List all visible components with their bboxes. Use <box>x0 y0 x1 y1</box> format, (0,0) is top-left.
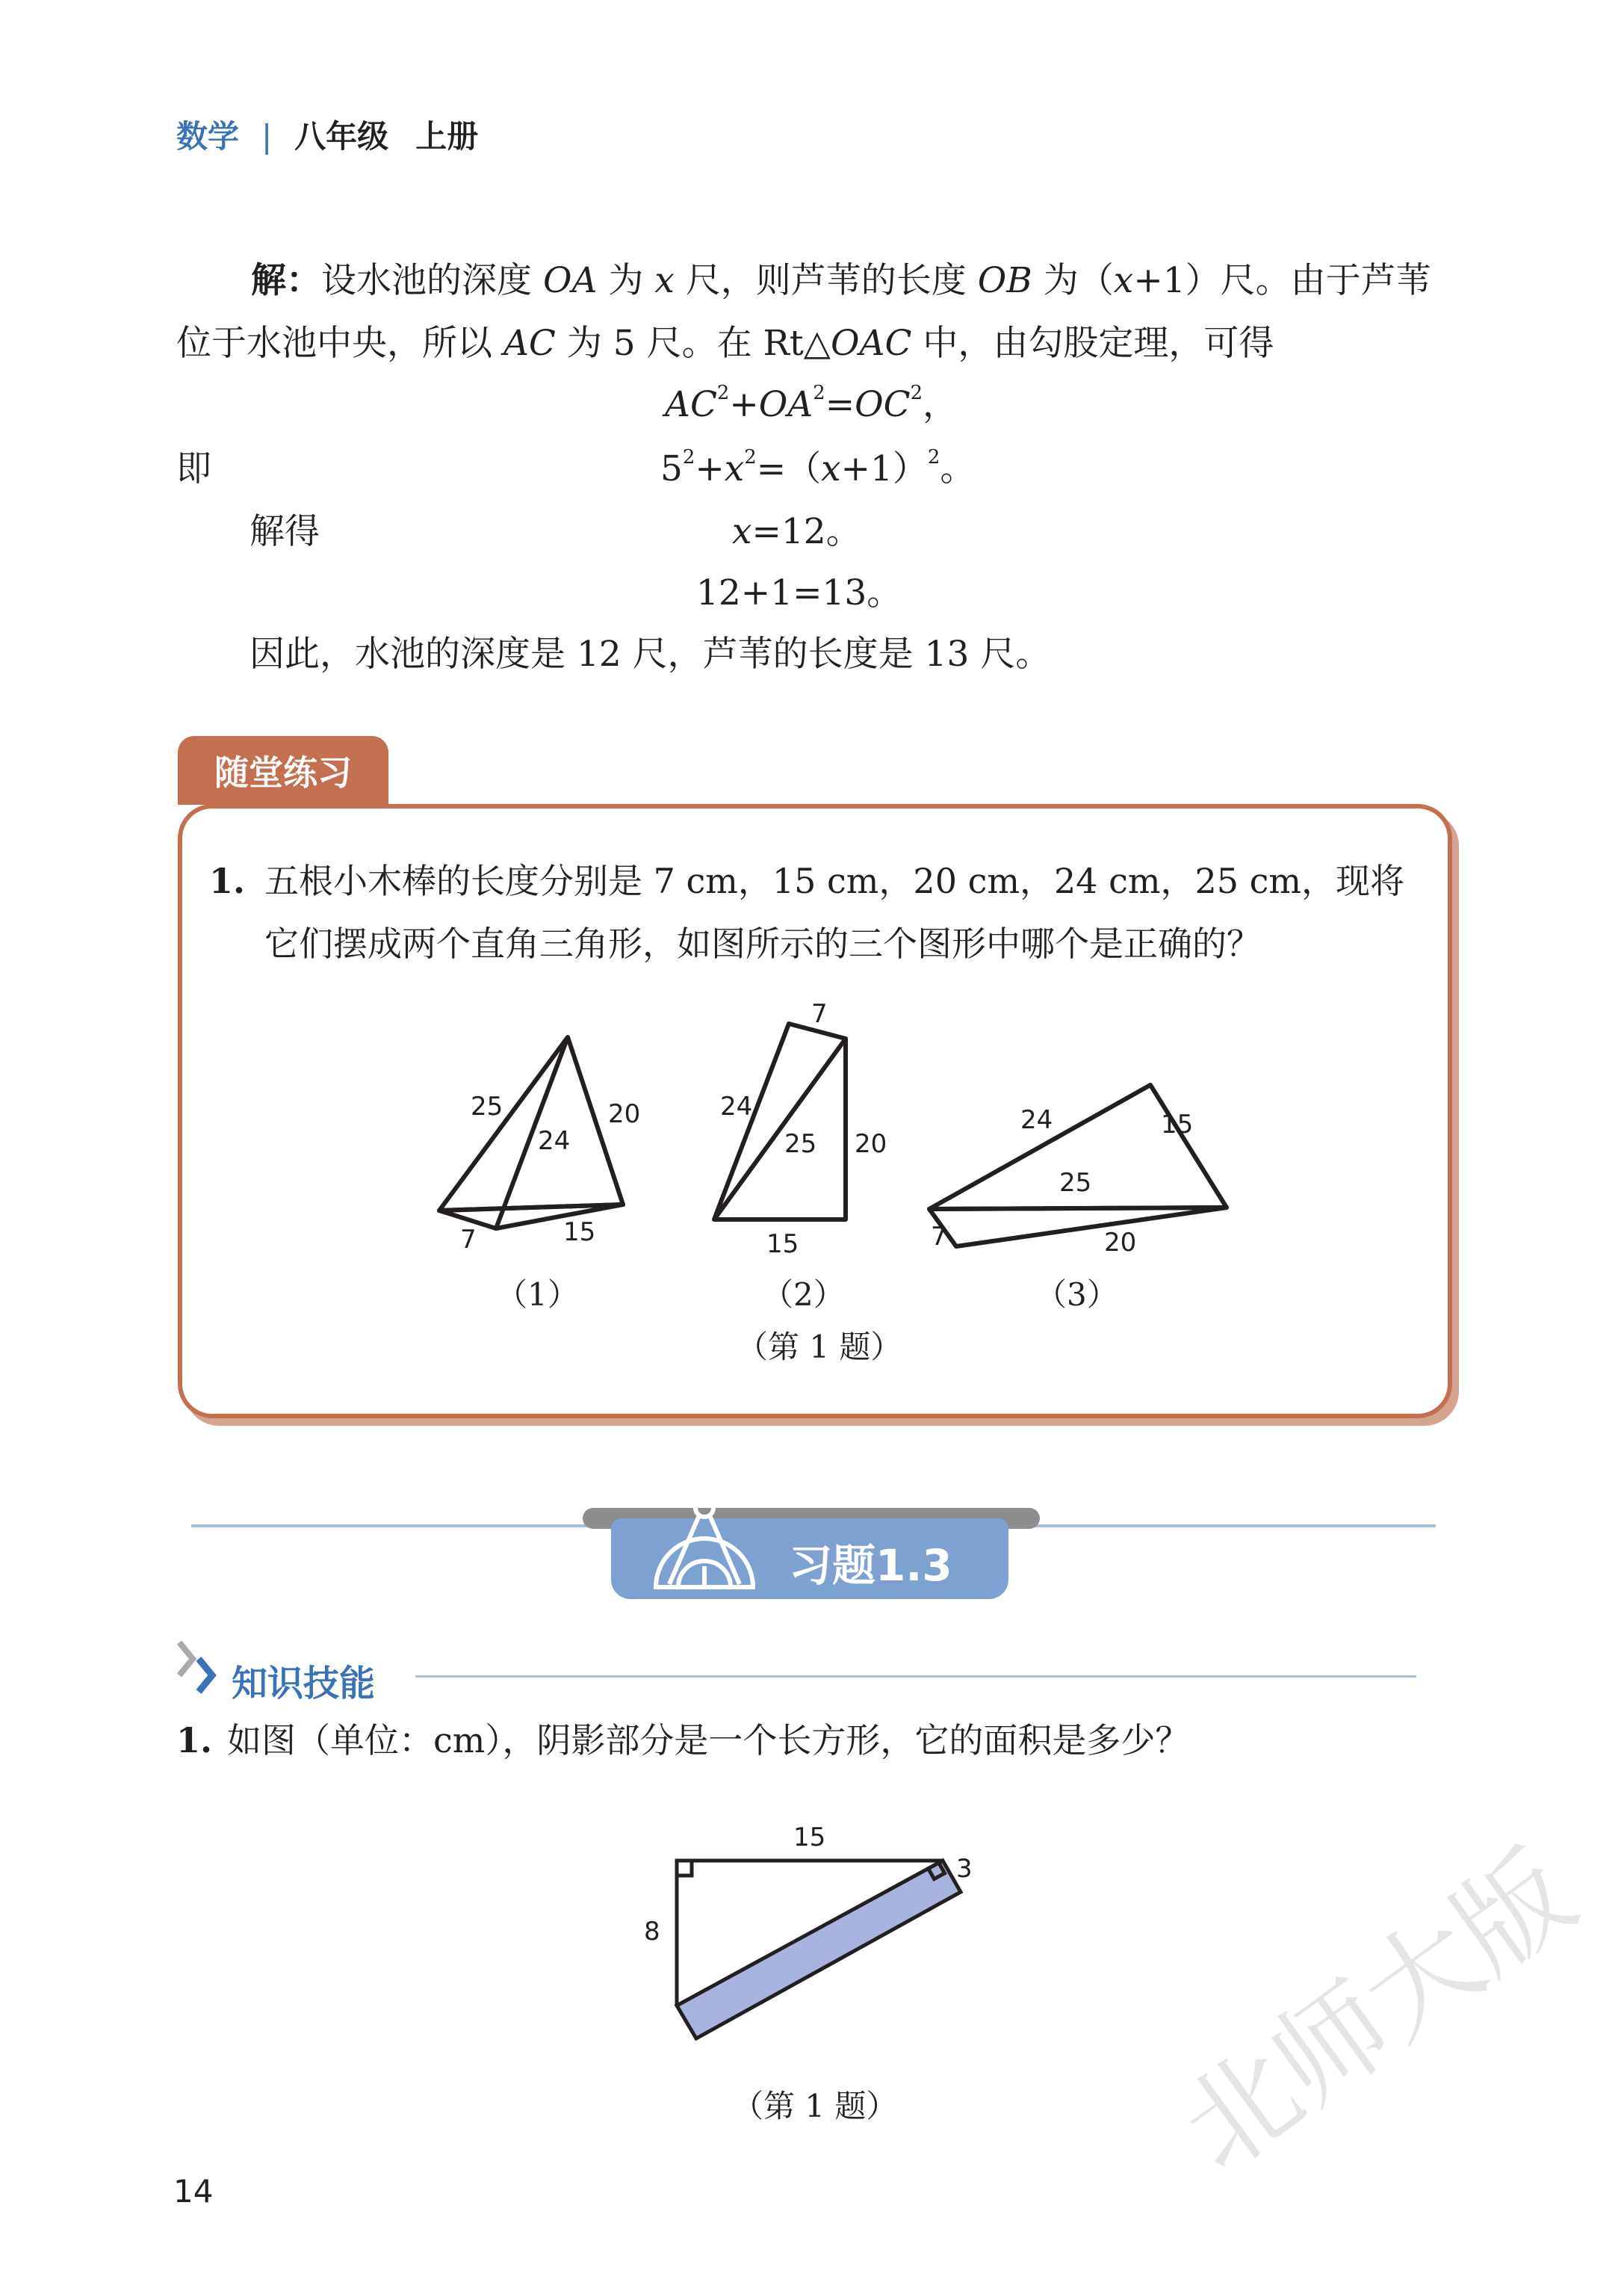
fig2-label-15: 15 <box>766 1229 799 1259</box>
variable: x <box>821 448 841 489</box>
page-number: 14 <box>173 2173 214 2210</box>
fig1-label-25: 25 <box>471 1092 503 1122</box>
exponent: 2 <box>927 445 940 469</box>
text: +1） <box>840 448 928 489</box>
figure-1-outer <box>439 1037 623 1211</box>
variable: OA <box>542 260 598 301</box>
equation-1 <box>665 381 958 425</box>
text: 设水池的深度 <box>321 260 532 301</box>
solution-line-1 <box>251 260 1431 301</box>
banner-rule-right <box>1008 1524 1436 1527</box>
equation-2 <box>660 445 976 489</box>
text: +1）尺。由于芦苇 <box>1133 260 1431 301</box>
operator: + <box>695 448 725 489</box>
fig3-label-15: 15 <box>1161 1110 1194 1140</box>
shaded-rectangle <box>677 1861 961 2038</box>
fig3-label-24: 24 <box>1020 1105 1053 1135</box>
text: 位于水池中央，所以 <box>176 323 492 364</box>
text: 为（ <box>1043 260 1114 301</box>
rectangle-figure <box>627 1816 986 2062</box>
fig1-label-15: 15 <box>563 1217 596 1247</box>
fig3-label-25: 25 <box>1059 1168 1092 1198</box>
fig1-label-24: 24 <box>538 1126 571 1156</box>
punctuation: ， <box>923 384 958 425</box>
number: 5 <box>660 448 683 489</box>
fig3-label-20: 20 <box>1104 1228 1137 1258</box>
variable: x <box>724 448 745 489</box>
fig2-label-25: 25 <box>784 1129 817 1159</box>
exponent: 2 <box>744 445 757 469</box>
label-left-8: 8 <box>644 1917 660 1947</box>
section-title: 知识技能 <box>232 1663 376 1704</box>
variable: AC <box>503 323 556 364</box>
watermark: 北师大版 <box>1158 1827 1598 2197</box>
variable: OC <box>855 384 911 425</box>
text: =12。 <box>751 511 861 552</box>
exponent: 2 <box>682 445 695 469</box>
ji-label: 即 <box>176 448 211 489</box>
header-separator: | <box>261 118 273 155</box>
fig1-label-20: 20 <box>608 1099 641 1129</box>
jiede-label: 解得 <box>250 511 320 552</box>
header-volume: 上册 <box>415 118 479 155</box>
equation-3 <box>732 511 861 552</box>
practice-question-line-1: 五根小木棒的长度分别是 7 cm，15 cm，20 cm，24 cm，25 cm，现将 <box>264 861 1405 901</box>
chevron-right-icon <box>173 1636 227 1696</box>
exercise-banner-title: 习题1.3 <box>789 1540 952 1591</box>
exponent: 2 <box>716 381 730 404</box>
fig2-caption: （2） <box>762 1276 845 1313</box>
exponent: 2 <box>813 381 825 404</box>
figure-3-lower <box>929 1208 1227 1246</box>
exponent: 2 <box>910 381 923 404</box>
exercise-figure-caption: （第 1 题） <box>732 2088 898 2124</box>
variable: OB <box>977 260 1032 301</box>
label-right-3: 3 <box>956 1854 973 1884</box>
fig2-label-24: 24 <box>720 1092 753 1122</box>
operator: = <box>825 384 855 425</box>
text: =（ <box>756 448 822 489</box>
practice-question-line-2: 它们摆成两个直角三角形，如图所示的三个图形中哪个是正确的？ <box>264 924 1261 964</box>
solution-label: 解： <box>251 260 321 301</box>
variable: x <box>732 511 752 552</box>
practice-tab: 随堂练习 <box>178 736 388 805</box>
solution-line-2 <box>176 323 1274 364</box>
practice-figure-caption: （第 1 题） <box>737 1329 902 1365</box>
fig2-label-7: 7 <box>811 999 828 1029</box>
fig3-label-7: 7 <box>931 1222 947 1252</box>
running-header <box>176 112 478 157</box>
figure-2-diagonal <box>714 1039 846 1219</box>
conclusion: 因此，水池的深度是 12 尺，芦苇的长度是 13 尺。 <box>250 634 1051 675</box>
punctuation: 。 <box>940 448 976 489</box>
label-top-15: 15 <box>793 1822 826 1852</box>
fig1-caption: （1） <box>496 1276 579 1313</box>
fig1-label-7: 7 <box>460 1225 477 1255</box>
fig3-caption: （3） <box>1035 1276 1118 1313</box>
variable: x <box>654 260 675 301</box>
header-subject: 数学 <box>176 118 240 155</box>
text: 为 5 尺。在 Rt△ <box>566 323 831 364</box>
text: 为 <box>608 260 644 301</box>
section-rule <box>415 1675 1416 1678</box>
text: 中，由勾股定理，可得 <box>923 323 1274 364</box>
variable: AC <box>665 384 717 425</box>
variable: x <box>1113 260 1134 301</box>
variable: OAC <box>830 323 912 364</box>
variable: OA <box>758 384 813 425</box>
operator: + <box>729 384 759 425</box>
fig2-label-20: 20 <box>855 1129 887 1159</box>
right-angle-mark <box>677 1861 692 1876</box>
practice-question-number: 1. <box>209 861 246 901</box>
banner-rule-left <box>191 1524 611 1527</box>
compass-protractor-icon <box>648 1478 760 1598</box>
exercise-question-number: 1. <box>176 1720 213 1760</box>
header-grade: 八年级 <box>294 118 389 155</box>
equation-4: 12+1=13。 <box>696 572 902 613</box>
exercise-question-text: 如图（单位：cm），阴影部分是一个长方形，它的面积是多少？ <box>227 1720 1190 1760</box>
text: 尺，则芦苇的长度 <box>685 260 967 301</box>
